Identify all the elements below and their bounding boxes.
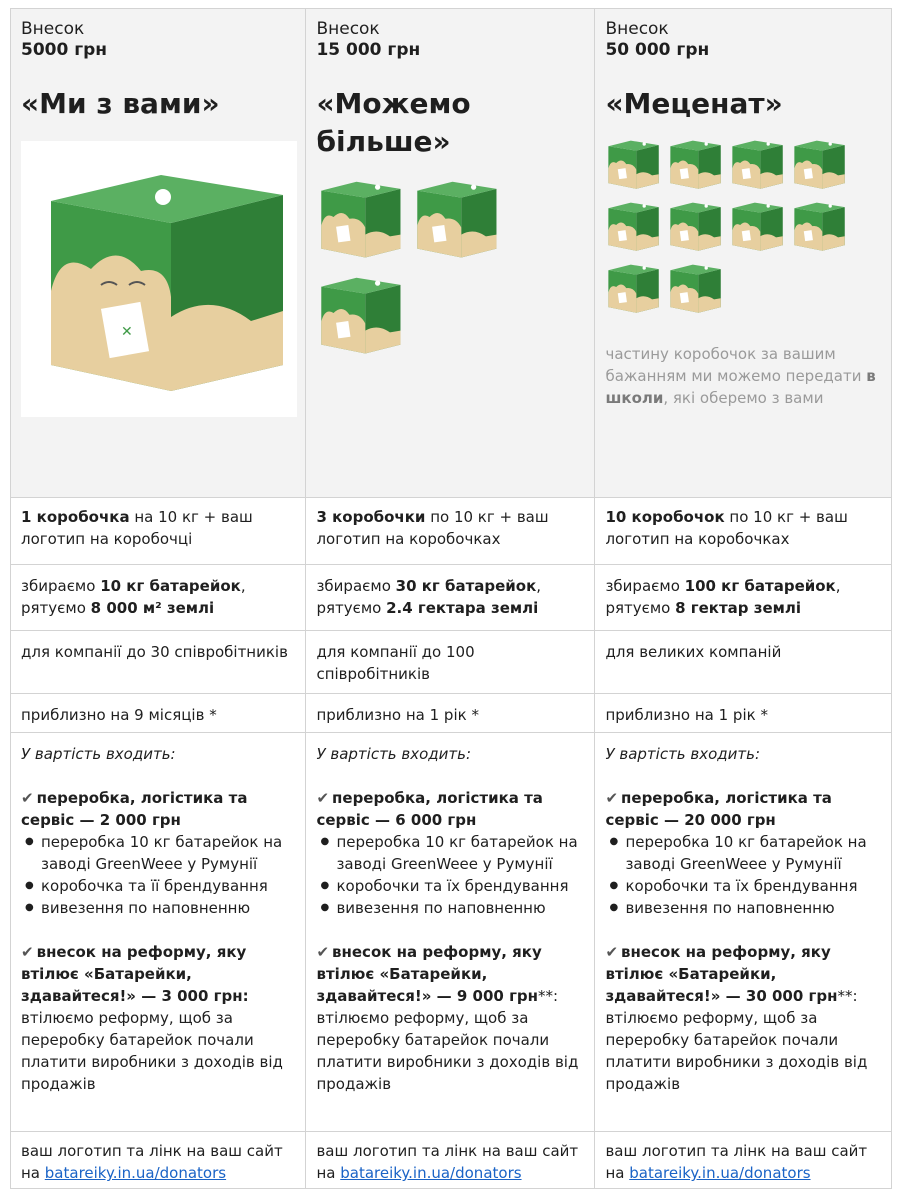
- checkmark-icon: ✔: [316, 943, 330, 961]
- duration-cell: приблизно на 9 місяців *: [11, 694, 306, 733]
- contribution-label: Внесок: [21, 19, 85, 39]
- battery-box-icon: [412, 173, 500, 261]
- donators-link[interactable]: batareiky.in.ua/donators: [629, 1164, 811, 1182]
- checkmark-icon: ✔: [605, 789, 619, 807]
- checkmark-icon: ✔: [21, 789, 34, 807]
- includes-cell: [306, 733, 595, 1132]
- boxes-group: [605, 135, 865, 321]
- schools-note: частину коробочок за вашим бажанням ми можемо передати в школи, які оберемо з вами: [605, 345, 876, 407]
- collect-cell: збираємо 30 кг батарейок, рятуємо 2.4 гектара землі: [306, 565, 595, 631]
- list-item: ● переробка 10 кг батарейок на заводі GreenWeee у Румунії: [334, 831, 584, 875]
- list-item: ● переробка 10 кг батарейок на заводі GreenWeee у Румунії: [39, 831, 295, 875]
- logo-cell: ваш логотип та лінк на ваш сайт на batareiky.in.ua/donators: [306, 1132, 595, 1189]
- logo-cell: ваш логотип та лінк на ваш сайт на batareiky.in.ua/donators: [11, 1132, 306, 1189]
- includes-title: У вартість входить:: [316, 745, 472, 763]
- company-cell: для компанії до 100 співробітників: [306, 631, 595, 694]
- boxes-cell: 1 коробочка на 10 кг + ваш логотип на коробочці: [11, 498, 306, 565]
- battery-box-icon: [605, 135, 661, 191]
- logo-row: [11, 1132, 892, 1189]
- collect-row: [11, 565, 892, 631]
- includes-cell: [11, 733, 306, 1132]
- battery-box-icon: [667, 135, 723, 191]
- list-item: ● коробочка та її брендування: [39, 875, 295, 897]
- battery-box-icon: [316, 269, 404, 357]
- svg-text:✕: ✕: [121, 324, 133, 340]
- contribution-label: Внесок: [605, 19, 669, 39]
- plan-name: «Ми з вами»: [21, 87, 220, 120]
- duration-row: [11, 694, 892, 733]
- battery-box-icon: [316, 173, 404, 261]
- plan-header-1: [11, 9, 306, 498]
- duration-cell: приблизно на 1 рік *: [595, 694, 892, 733]
- company-row: [11, 631, 892, 694]
- list-item: ● переробка 10 кг батарейок на заводі GreenWeee у Румунії: [623, 831, 881, 875]
- checkmark-icon: ✔: [21, 943, 34, 961]
- plan-header-row: [11, 9, 892, 498]
- plan-header-2: [306, 9, 595, 498]
- contribution-label: Внесок: [316, 19, 380, 39]
- list-item: ● вивезення по наповненню: [334, 897, 584, 919]
- checkmark-icon: ✔: [316, 789, 330, 807]
- collect-cell: збираємо 100 кг батарейок, рятуємо 8 гектар землі: [595, 565, 892, 631]
- duration-cell: приблизно на 1 рік *: [306, 694, 595, 733]
- battery-box-icon: [605, 259, 661, 315]
- service-list: [605, 831, 881, 919]
- battery-box-icon: [729, 135, 785, 191]
- boxes-cell: 3 коробочки по 10 кг + ваш логотип на коробочках: [306, 498, 595, 565]
- plan-amount: 15 000 грн: [316, 40, 421, 60]
- donators-link[interactable]: batareiky.in.ua/donators: [340, 1164, 522, 1182]
- list-item: ● вивезення по наповненню: [39, 897, 295, 919]
- boxes-cell: 10 коробочок по 10 кг + ваш логотип на коробочках: [595, 498, 892, 565]
- battery-box-icon: [667, 259, 723, 315]
- service-title: ✔ переробка, логістика та сервіс — 20 000 грн: [605, 789, 832, 829]
- boxes-row: [11, 498, 892, 565]
- logo-cell: ваш логотип та лінк на ваш сайт на batareiky.in.ua/donators: [595, 1132, 892, 1189]
- service-title: ✔ переробка, логістика та сервіс — 6 000 грн: [316, 789, 543, 829]
- includes-title: У вартість входить:: [605, 745, 761, 763]
- donators-link[interactable]: batareiky.in.ua/donators: [44, 1164, 227, 1182]
- battery-box-icon: [791, 135, 847, 191]
- list-item: ● коробочки та їх брендування: [623, 875, 881, 897]
- includes-row: [11, 733, 892, 1132]
- service-list: [21, 831, 295, 919]
- list-item: ● коробочки та їх брендування: [334, 875, 584, 897]
- plan-amount: 50 000 грн: [605, 40, 710, 60]
- plans-table: [10, 8, 892, 1189]
- includes-cell: [595, 733, 892, 1132]
- includes-title: У вартість входить:: [21, 745, 176, 763]
- boxes-group: [316, 173, 584, 365]
- plan-header-3: [595, 9, 892, 498]
- reform-block: ✔ внесок на реформу, яку втілює «Батарейки, здавайтеся!» — 9 000 грн**: втілюємо реформу, щоб за переробку батарейок почали платити виробники з доходів від продажів: [316, 943, 579, 1093]
- plan-amount: 5000 грн: [21, 40, 108, 60]
- battery-box-icon: [729, 197, 785, 253]
- battery-box-icon: [605, 197, 661, 253]
- reform-block: ✔ внесок на реформу, яку втілює «Батарейки, здавайтеся!» — 3 000 грн: втілюємо реформу, щоб за переробку батарейок почали платити виробники з доходів від продажів: [21, 943, 283, 1093]
- battery-box-icon: [667, 197, 723, 253]
- plan-name: «Меценат»: [605, 87, 783, 120]
- list-item: ● вивезення по наповненню: [623, 897, 881, 919]
- company-cell: для великих компаній: [595, 631, 892, 694]
- plan-name: «Можемо більше»: [316, 87, 471, 158]
- company-cell: для компанії до 30 співробітників: [11, 631, 306, 694]
- reform-block: ✔ внесок на реформу, яку втілює «Батарейки, здавайтеся!» — 30 000 грн**: втілюємо реформу, щоб за переробку батарейок почали платити виробники з доходів від продажів: [605, 943, 868, 1093]
- battery-box-icon: [21, 141, 297, 417]
- battery-box-icon: [791, 197, 847, 253]
- checkmark-icon: ✔: [605, 943, 619, 961]
- service-title: ✔ переробка, логістика та сервіс — 2 000 грн: [21, 789, 248, 829]
- collect-cell: збираємо 10 кг батарейок, рятуємо 8 000 м² землі: [11, 565, 306, 631]
- service-list: [316, 831, 584, 919]
